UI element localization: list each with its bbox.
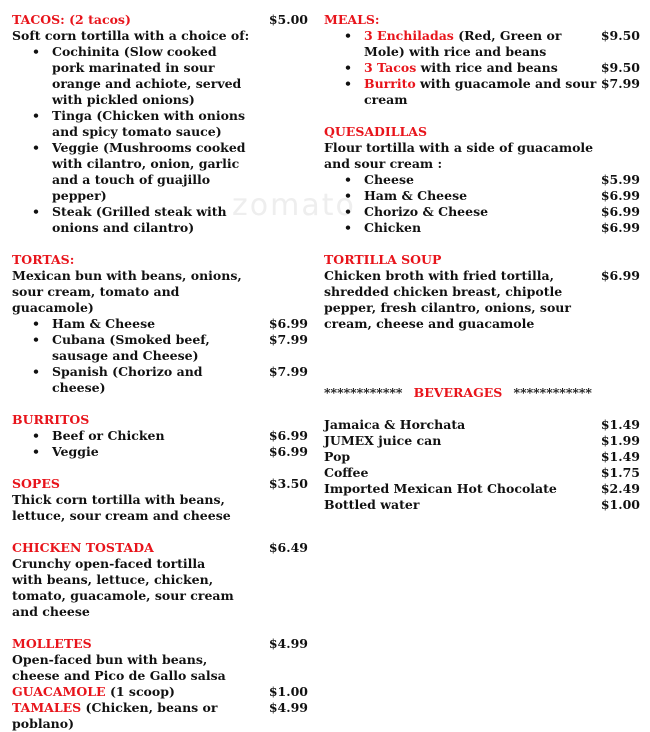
list-item: • Veggie $6.99 — [12, 444, 308, 460]
quesadillas-section — [324, 124, 640, 236]
tacos-section — [12, 12, 308, 236]
list-item: Coffee $1.75 — [324, 465, 640, 480]
tacos-title: TACOS: (2 tacos) — [12, 12, 131, 27]
list-item: Jamaica & Horchata $1.49 — [324, 417, 640, 432]
list-item: • Cheese $5.99 — [324, 172, 640, 188]
list-item: • Spanish (Chorizo and cheese) $7.99 — [12, 364, 308, 396]
list-item: • Ham & Cheese $6.99 — [12, 316, 308, 332]
soup-desc: Chicken broth with fried tortilla, shredded chicken breast, chipotle pepper, fresh cilantro, onions, sour cream, cheese and guacamole — [324, 268, 571, 331]
meals-title: MEALS: — [324, 12, 380, 27]
tostada-section — [12, 540, 308, 620]
list-item: • Steak (Grilled steak with onions and cilantro) — [12, 204, 308, 236]
quesadillas-desc: Flour tortilla with a side of guacamole and sour cream : — [324, 140, 594, 171]
molletes-price: $4.99 — [268, 636, 308, 651]
list-item: • 3 Enchiladas (Red, Green or Mole) with rice and beans $9.50 — [324, 28, 640, 60]
tostada-title: CHICKEN TOSTADA — [12, 540, 154, 555]
tacos-desc: Soft corn tortilla with a choice of: — [12, 28, 250, 43]
sopes-title: SOPES — [12, 476, 60, 491]
meals-section — [324, 12, 640, 108]
beverages-section — [324, 385, 640, 513]
right-column — [324, 12, 640, 513]
list-item: • Ham & Cheese $6.99 — [324, 188, 640, 204]
beverages-title: BEVERAGES — [413, 385, 503, 400]
list-item: • Burrito with guacamole and sour cream $7.99 — [324, 76, 640, 108]
burritos-section — [12, 412, 308, 460]
quesadillas-title: QUESADILLAS — [324, 124, 428, 139]
tacos-price: $5.00 — [268, 12, 308, 27]
list-item: • Beef or Chicken $6.99 — [12, 428, 308, 444]
sopes-section — [12, 476, 308, 524]
beverages-heading: ************ BEVERAGES ************ — [324, 385, 592, 400]
tamales-row: TAMALES (Chicken, beans or poblano) $4.99 — [12, 700, 308, 731]
list-item: • Veggie (Mushrooms cooked with cilantro, onion, garlic and a touch of guajillo pepper) — [12, 140, 308, 204]
list-item: • Chicken $6.99 — [324, 220, 640, 236]
tortas-desc: Mexican bun with beans, onions, sour cream, tomato and guacamole) — [12, 268, 242, 315]
tortas-title: TORTAS: — [12, 252, 75, 267]
list-item: • Tinga (Chicken with onions and spicy tomato sauce) — [12, 108, 308, 140]
tostada-desc: Crunchy open-faced tortilla with beans, lettuce, chicken, tomato, guacamole, sour cream and cheese — [12, 556, 234, 619]
watermark: zomato — [232, 188, 356, 223]
list-item: Imported Mexican Hot Chocolate $2.49 — [324, 481, 640, 496]
soup-title: TORTILLA SOUP — [324, 252, 442, 267]
sopes-price: $3.50 — [268, 476, 308, 491]
list-item: • Cochinita (Slow cooked pork marinated in sour orange and achiote, served with pickled onions) — [12, 44, 308, 108]
list-item: • Cubana (Smoked beef, sausage and Cheese) $7.99 — [12, 332, 308, 364]
tortas-section — [12, 252, 308, 396]
soup-price: $6.99 — [600, 268, 640, 283]
burritos-title: BURRITOS — [12, 412, 90, 427]
molletes-title: MOLLETES — [12, 636, 92, 651]
molletes-desc: Open-faced bun with beans, cheese and Pico de Gallo salsa — [12, 652, 226, 683]
guacamole-row: GUACAMOLE (1 scoop) $1.00 — [12, 684, 308, 699]
tostada-price: $6.49 — [268, 540, 308, 555]
molletes-section — [12, 636, 308, 732]
list-item: Bottled water $1.00 — [324, 497, 640, 512]
left-column — [12, 12, 308, 732]
sopes-desc: Thick corn tortilla with beans, lettuce, sour cream and cheese — [12, 492, 231, 523]
list-item: • 3 Tacos with rice and beans $9.50 — [324, 60, 640, 76]
soup-section — [324, 252, 640, 332]
list-item: JUMEX juice can $1.99 — [324, 433, 640, 448]
list-item: • Chorizo & Cheese $6.99 — [324, 204, 640, 220]
list-item: Pop $1.49 — [324, 449, 640, 464]
